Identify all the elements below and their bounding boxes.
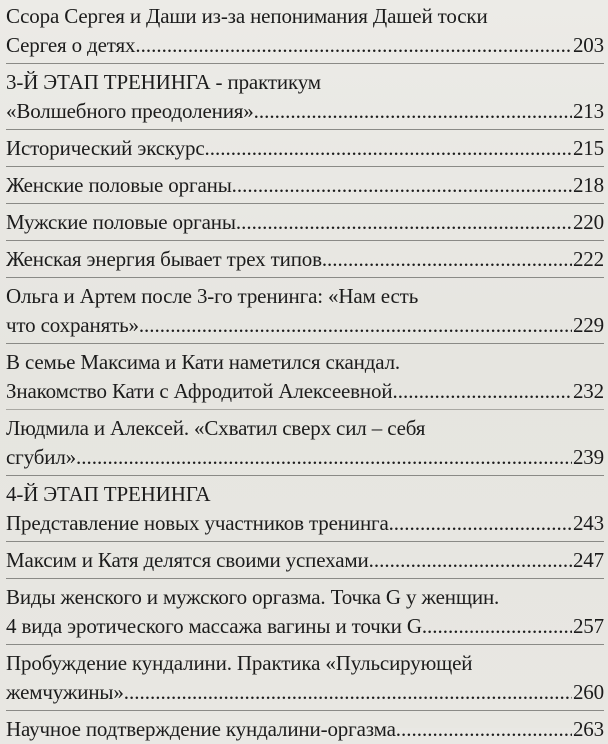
divider [6,644,604,645]
toc-entry [6,68,604,126]
toc-entry [6,715,604,744]
dot-leader [392,377,571,406]
toc-entry [6,282,604,340]
divider [6,710,604,711]
toc-entry-line: Людмила и Алексей. «Схватил сверх сил – себя [6,416,426,440]
dot-leader [396,715,572,744]
divider [6,277,604,278]
toc-entry-title: Исторический экскурс [6,136,205,160]
toc-entry-row [6,97,604,126]
dot-leader [205,134,572,163]
dot-leader [232,171,572,200]
toc-entry-row [6,171,604,200]
dot-leader [394,509,572,538]
divider [6,343,604,344]
toc-entry-title: Представление новых участников тренинга. [6,511,394,535]
toc-entry-title: 4 вида эротического массажа вагины и точки G. [6,614,427,638]
divider [6,409,604,410]
toc-entry-row [6,715,604,744]
toc-page-number: 215 [572,136,604,160]
toc-entry [6,583,604,641]
toc-entry-row [6,31,604,60]
toc-page-number: 222 [572,247,604,271]
toc-page-number: 220 [572,210,604,234]
toc-entry [6,649,604,707]
toc-entry-row [6,311,604,340]
dot-leader [369,546,572,575]
toc-entry-title: Мужские половые органы [6,210,236,234]
toc-entry-line: В семье Максима и Кати наметился скандал. [6,350,401,374]
dot-leader [254,97,572,126]
toc-entry-title: Женские половые органы [6,173,232,197]
dot-leader [76,443,572,472]
table-of-contents [6,2,604,744]
toc-entry-title: жемчужины» [6,680,124,704]
toc-entry [6,245,604,274]
toc-entry-title: Сергея о детях [6,33,136,57]
divider [6,129,604,130]
toc-entry-row [6,678,604,707]
toc-page-number: 263 [572,717,604,741]
toc-entry-row [6,546,604,575]
toc-entry-row [6,377,604,406]
dot-leader [427,612,572,641]
divider [6,63,604,64]
dot-leader [236,208,572,237]
toc-entry-title: что сохранять». [6,313,144,337]
toc-entry [6,414,604,472]
toc-entry-title: Знакомство Кати с Афродитой Алексеевной [6,379,393,403]
toc-entry-title: сгубил» [6,445,77,469]
toc-entry-row [6,208,604,237]
dot-leader [135,31,572,60]
divider [6,578,604,579]
toc-entry [6,134,604,163]
toc-page-number: 247 [572,548,604,572]
toc-page-number: 257 [572,614,604,638]
toc-entry-row [6,245,604,274]
toc-entry-row [6,134,604,163]
dot-leader [144,311,572,340]
toc-entry [6,546,604,575]
toc-section-heading: 3-Й ЭТАП ТРЕНИНГА - практикум [6,70,321,94]
toc-entry-title: Научное подтверждение кундалини-оргазма [6,717,396,741]
divider [6,203,604,204]
toc-entry-row [6,509,604,538]
divider [6,541,604,542]
toc-entry [6,2,604,60]
divider [6,166,604,167]
toc-entry [6,171,604,200]
toc-entry-title: Максим и Катя делятся своими успехами [6,548,369,572]
toc-entry [6,480,604,538]
toc-entry-row [6,612,604,641]
toc-entry [6,208,604,237]
toc-page-number: 229 [572,313,604,337]
divider [6,475,604,476]
toc-entry-title: Женская энергия бывает трех типов. [6,247,328,271]
toc-entry-title: «Волшебного преодоления» [6,99,254,123]
toc-page-number: 243 [572,511,604,535]
dot-leader [124,678,572,707]
toc-page-number: 213 [572,99,604,123]
toc-entry-line: Пробуждение кундалини. Практика «Пульсирующей [6,651,473,675]
toc-entry-line: Виды женского и мужского оргазма. Точка G у женщин. [6,585,500,609]
toc-entry-row [6,443,604,472]
toc-page-number: 203 [572,33,604,57]
toc-section-heading: 4-Й ЭТАП ТРЕНИНГА [6,482,211,506]
toc-entry-line: Ссора Сергея и Даши из-за непонимания Дашей тоски [6,4,488,28]
toc-page-number: 260 [572,680,604,704]
toc-page-number: 239 [572,445,604,469]
toc-entry-line: Ольга и Артем после 3-го тренинга: «Нам есть [6,284,419,308]
dot-leader [327,245,572,274]
toc-entry [6,348,604,406]
divider [6,240,604,241]
toc-page-number: 218 [572,173,604,197]
toc-page-number: 232 [572,379,604,403]
